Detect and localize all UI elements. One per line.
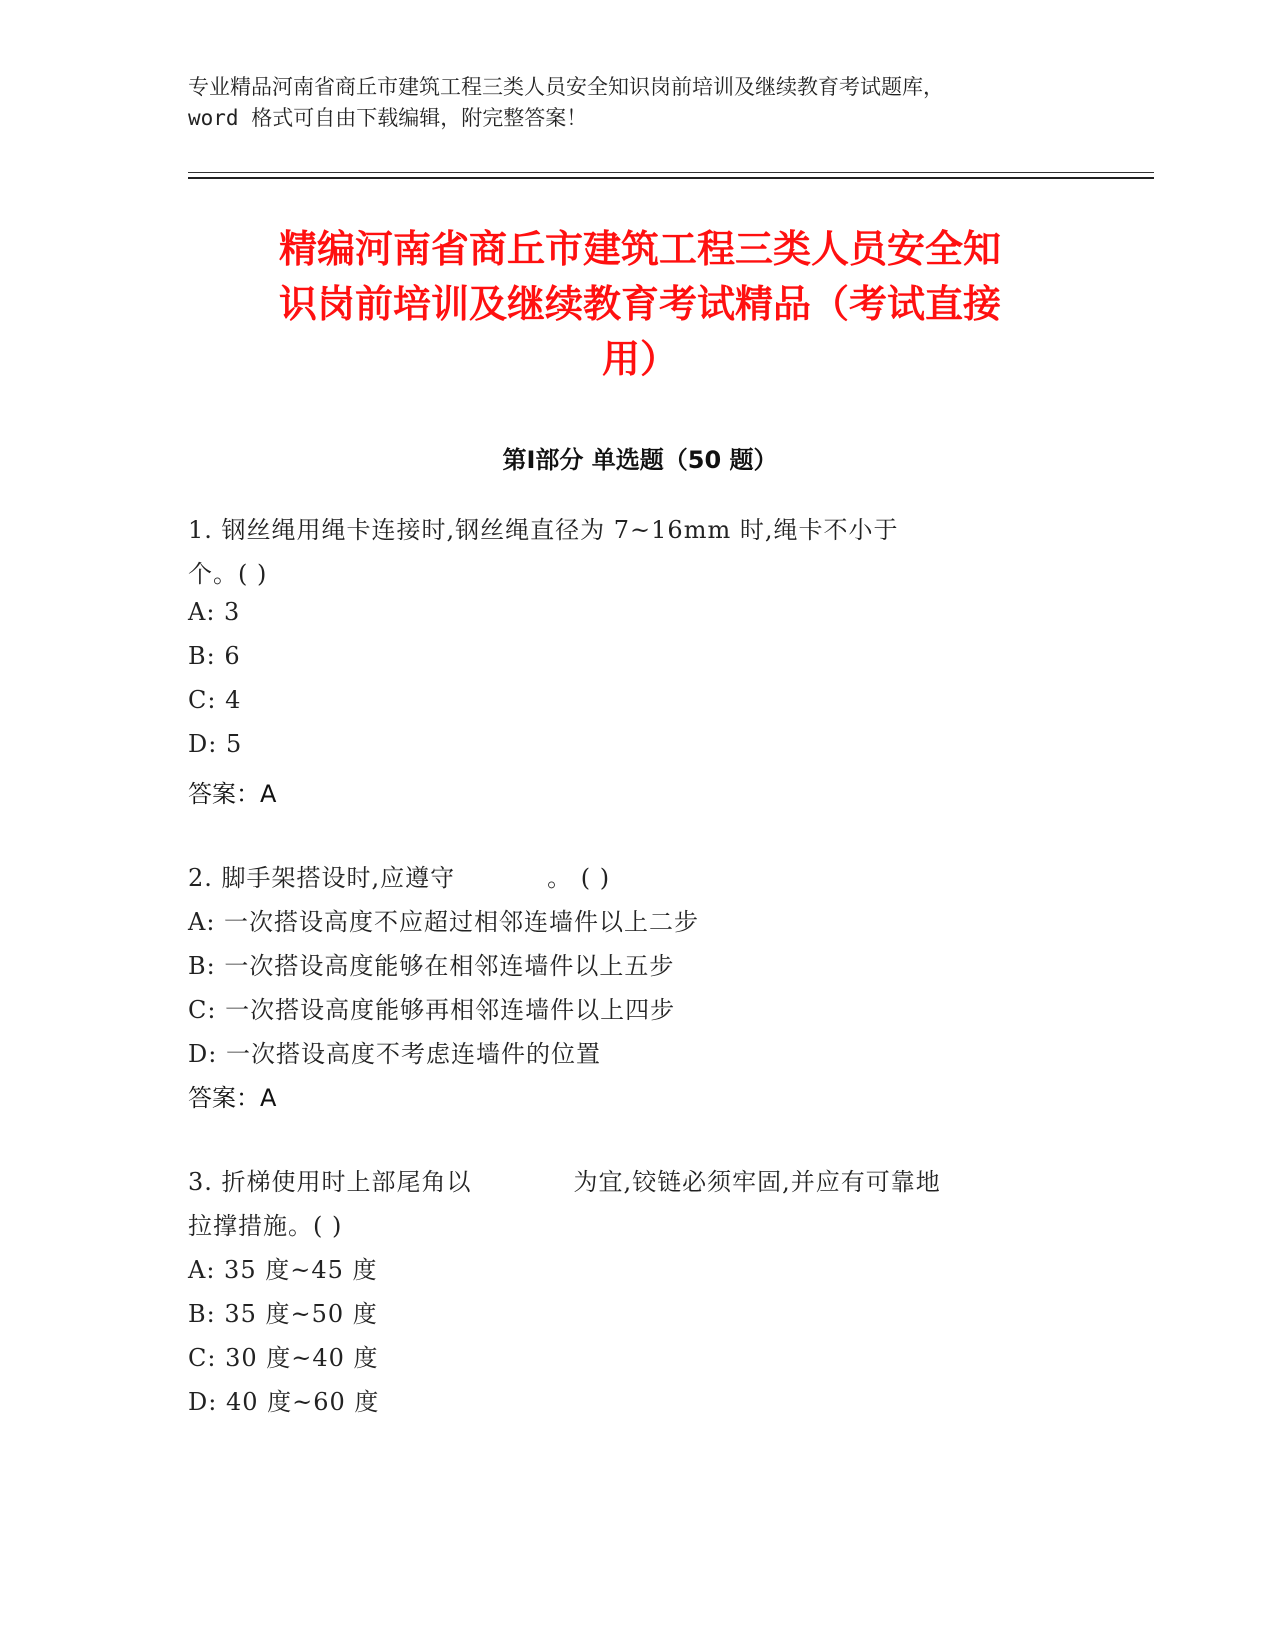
question-stem <box>188 1162 941 1197</box>
option-a: A: 35 度~45 度 <box>188 1256 378 1284</box>
question-stem: 个。( ) <box>188 560 268 588</box>
header-note-line: 专业精品河南省商丘市建筑工程三类人员安全知识岗前培训及继续教育考试题库， <box>188 75 944 99</box>
stem-part: 。 ( ) <box>547 864 611 892</box>
option-d: D: 5 <box>188 730 243 758</box>
question-stem: 拉撑措施。( ) <box>188 1212 343 1240</box>
option-c: C: 30 度~40 度 <box>188 1344 379 1372</box>
option-b: B: 6 <box>188 642 241 670</box>
title-line: 识岗前培训及继续教育考试精品（考试直接 <box>278 282 1001 326</box>
option-d: D: 一次搭设高度不考虑连墙件的位置 <box>188 1040 601 1068</box>
stem-part: 为宜,铰链必须牢固,并应有可靠地 <box>573 1168 941 1196</box>
option-b: B: 一次搭设高度能够在相邻连墙件以上五步 <box>188 952 675 980</box>
question-stem <box>188 858 610 893</box>
option-a: A: 一次搭设高度不应超过相邻连墙件以上二步 <box>188 908 700 936</box>
option-b: B: 35 度~50 度 <box>188 1300 378 1328</box>
stem-part: 2. 脚手架搭设时,应遵守 <box>188 864 456 892</box>
document-title <box>160 222 1120 387</box>
option-d: D: 40 度~60 度 <box>188 1388 380 1416</box>
option-c: C: 4 <box>188 686 242 714</box>
option-a: A: 3 <box>188 598 241 626</box>
question-stem: 1. 钢丝绳用绳卡连接时,钢丝绳直径为 7~16mm 时,绳卡不小于 <box>188 516 899 544</box>
title-line: 用） <box>601 337 678 381</box>
header-rule-thick <box>188 177 1154 179</box>
header-rule-thin <box>188 172 1154 173</box>
option-c: C: 一次搭设高度能够再相邻连墙件以上四步 <box>188 996 676 1024</box>
section-title: 第Ⅰ部分 单选题（50 题） <box>502 446 778 474</box>
answer: 答案：A <box>188 1084 277 1112</box>
title-line: 精编河南省商丘市建筑工程三类人员安全知 <box>278 227 1001 271</box>
header-note <box>188 72 1088 134</box>
stem-part: 3. 折梯使用时上部尾角以 <box>188 1168 472 1196</box>
header-note-line: word 格式可自由下载编辑，附完整答案！ <box>188 106 588 130</box>
answer: 答案：A <box>188 780 277 808</box>
